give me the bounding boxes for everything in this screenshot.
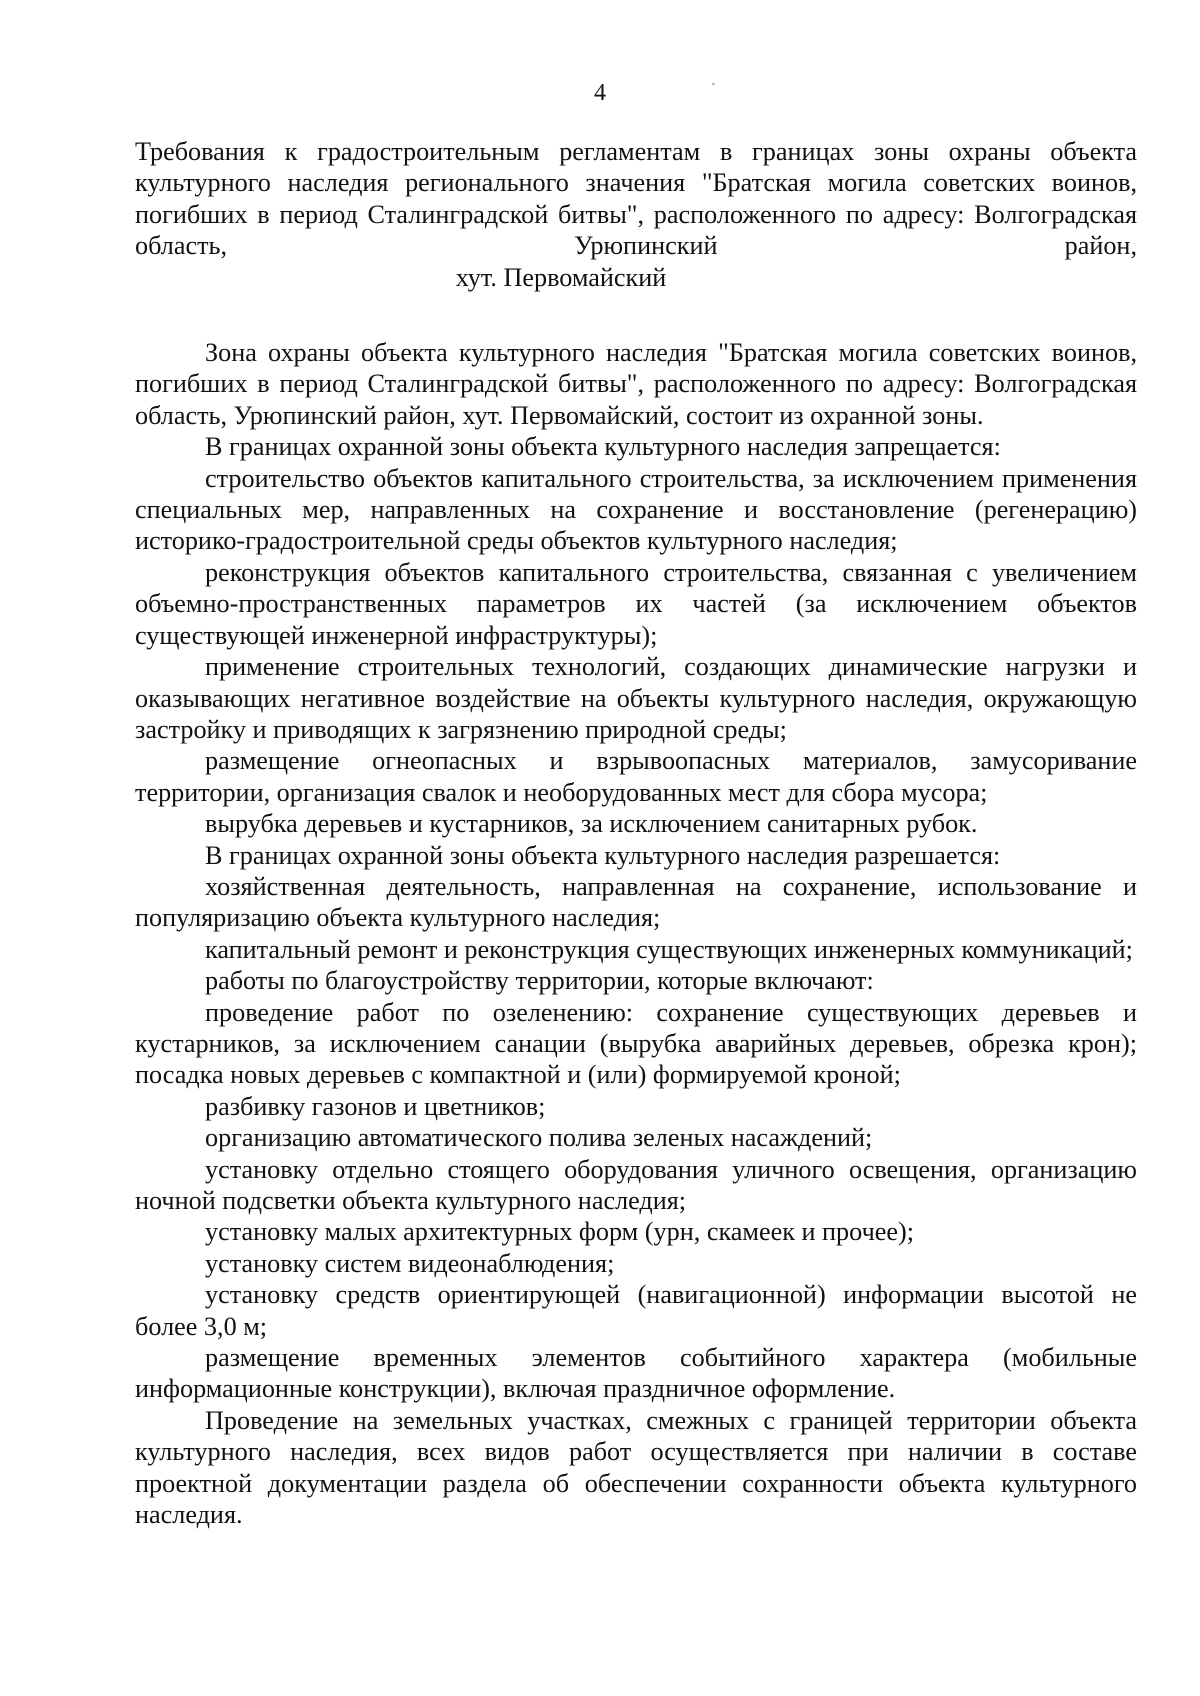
paragraph-navigation-info: установку средств ориентирующей (навигационной) информации высотой не более 3,0 м; bbox=[135, 1280, 1137, 1341]
paragraph-permitted-economic-activity: хозяйственная деятельность, направленная на сохранение, использование и популяризацию объекта культурного наследия; bbox=[135, 871, 1137, 933]
page-number: 4 bbox=[594, 80, 606, 106]
paragraph-prohibited-reconstruction: реконструкция объектов капитального строительства, связанная с увеличением объемно-пространственных параметров их частей (за исключением объектов существующей инженерной инфраструктуры); bbox=[135, 557, 1137, 650]
paragraph-video-surveillance: установку систем видеонаблюдения; bbox=[205, 1248, 615, 1278]
paragraph-temporary-elements: размещение временных элементов событийного характера (мобильные информационные конструкции), включая праздничное оформление. bbox=[135, 1343, 1137, 1404]
document-title: Требования к градостроительным регламентам в границах зоны охраны объекта культурного наследия регионального значения "Братская могила советских воинов, погибших в период Сталинградской битвы", расположенного по адресу: Волгоградская область, Урюпинский район, bbox=[135, 137, 1137, 261]
title-spacer bbox=[135, 293, 1137, 337]
document-body bbox=[135, 136, 1137, 1530]
paragraph-adjacent-works: Проведение на земельных участках, смежных с границей территории объекта культурного наследия, всех видов работ осуществляется при наличии в составе проектной документации раздела об обеспечении сохранности объекта культурного наследия. bbox=[135, 1405, 1137, 1530]
paragraph-greening: проведение работ по озеленению: сохранение существующих деревьев и кустарников, за исключением санации (вырубка аварийных деревьев, обрезка крон); посадка новых деревьев с компактной и (или) формируемой кроной; bbox=[135, 997, 1137, 1090]
document-title-last-line: хут. Первомайский bbox=[455, 262, 667, 292]
paragraph-lighting: установку отдельно стоящего оборудования уличного освещения, организацию ночной подсветки объекта культурного наследия; bbox=[135, 1154, 1137, 1215]
paragraph-prohibited-technologies: применение строительных технологий, создающих динамические нагрузки и оказывающих негативное воздействие на объекты культурного наследия, окружающую застройку и приводящих к загрязнению природной среды; bbox=[135, 652, 1137, 744]
paragraph-irrigation: организацию автоматического полива зеленых насаждений; bbox=[205, 1123, 873, 1153]
paragraph-prohibited-materials: размещение огнеопасных и взрывоопасных материалов, замусоривание территории, организация свалок и необорудованных мест для сбора мусора; bbox=[135, 746, 1137, 807]
paragraph-landscaping-heading: работы по благоустройству территории, которые включают: bbox=[205, 966, 874, 996]
scan-speck bbox=[712, 83, 715, 85]
paragraph-prohibited-felling: вырубка деревьев и кустарников, за исключением санитарных рубок. bbox=[205, 809, 978, 839]
paragraph-prohibited-construction: строительство объектов капитального строительства, за исключением применения специальных мер, направленных на сохранение и восстановление (регенерацию) историко-градостроительной среды объектов культурного наследия; bbox=[135, 463, 1137, 556]
paragraph-zone-composition: Зона охраны объекта культурного наследия "Братская могила советских воинов, погибших в период Сталинградской битвы", расположенного по адресу: Волгоградская область, Урюпинский район, хут. Первомайский, состоит из охранной зоны. bbox=[135, 338, 1137, 430]
paragraph-permitted-repair: капитальный ремонт и реконструкция существующих инженерных коммуникаций; bbox=[205, 934, 1133, 964]
paragraph-permitted-heading: В границах охранной зоны объекта культурного наследия разрешается: bbox=[205, 840, 1001, 870]
paragraph-prohibited-heading: В границах охранной зоны объекта культурного наследия запрещается: bbox=[205, 432, 1001, 462]
paragraph-lawns: разбивку газонов и цветников; bbox=[205, 1091, 546, 1121]
paragraph-small-forms: установку малых архитектурных форм (урн, скамеек и прочее); bbox=[205, 1217, 914, 1247]
